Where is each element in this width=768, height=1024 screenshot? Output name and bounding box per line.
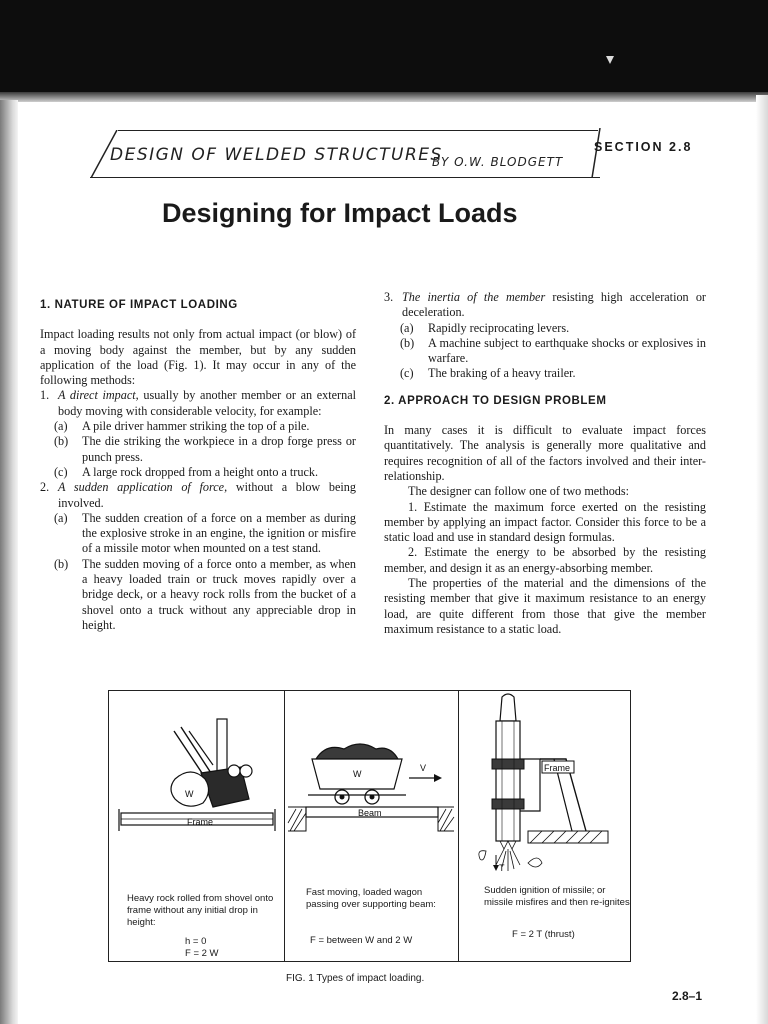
binding-shadow: [0, 100, 18, 1024]
frame-label: Frame: [187, 817, 214, 827]
subitem-label: (b): [54, 556, 69, 571]
subitem-label: (c): [54, 464, 68, 479]
body-paragraph: The properties of the material and the dimensions of the resisting member that give it maximum resistance to an energy load, are quite different from those that give the member maximum resistance to a static load.: [384, 576, 706, 636]
header-rule-bottom: [90, 177, 600, 178]
panel-equation: h = 0: [185, 936, 207, 947]
list-subitem: [40, 419, 356, 434]
list-subitem: [40, 434, 356, 465]
item-text: [402, 290, 706, 321]
list-subitem: [40, 511, 356, 557]
list-item: [40, 480, 356, 511]
item-text: [58, 388, 356, 419]
right-column: [384, 290, 706, 637]
page-edge-shadow: [756, 95, 768, 1024]
subitem-label: (c): [400, 366, 414, 381]
list-subitem: [40, 557, 356, 633]
subitem-label: (a): [54, 510, 68, 525]
shovel-drawing: [109, 691, 284, 841]
item-number: 3.: [384, 290, 394, 304]
section-heading-2: 2. APPROACH TO DESIGN PROBLEM: [384, 394, 607, 407]
item-number: 2.: [40, 480, 50, 495]
scan-dark-border: [0, 0, 768, 92]
panel-equation: F = between W and 2 W: [310, 935, 413, 946]
subitem-label: (a): [54, 419, 68, 434]
item-rest: without a blow being involved.: [58, 480, 356, 510]
subitem-text: The sudden moving of a force onto a member, as when a heavy loaded train or truck moves rapidly over a bridge deck, or a heavy rock rolls from the bucket of a shovel onto a truck without any appreciable drop in height.: [82, 556, 356, 632]
figure-panel-missile: [458, 691, 632, 961]
missile-drawing: [458, 691, 632, 886]
panel-caption: Sudden ignition of missile; or missile misfires and then re-ignites: [484, 885, 630, 908]
panel-caption: Heavy rock rolled from shovel onto frame without any initial drop in height:: [127, 893, 274, 928]
figure-panel-shovel: [109, 691, 284, 961]
subitem-label: (b): [400, 335, 415, 350]
frame-label: Frame: [544, 763, 571, 773]
page-title: Designing for Impact Loads: [162, 198, 518, 228]
body-paragraph: The designer can follow one of two methods:: [408, 484, 630, 499]
panel-caption: Fast moving, loaded wagon passing over supporting beam:: [306, 887, 436, 910]
wagon-weight-label: W: [353, 769, 362, 779]
section-heading-1: 1. NATURE OF IMPACT LOADING: [40, 299, 238, 311]
list-item: [40, 388, 356, 419]
body-paragraph: 2. Estimate the energy to be absorbed by the resisting member, and design it as an energy-absorbing member.: [384, 545, 706, 575]
item-rest: usually by another member or an external body moving with considerable velocity, for example:: [58, 388, 356, 418]
subitem-text: A large rock dropped from a height onto a truck.: [82, 464, 319, 479]
figure-box: [108, 690, 631, 962]
subitem-text: The braking of a heavy trailer.: [428, 366, 576, 381]
wagon-drawing: [284, 691, 458, 841]
subitem-text: Rapidly reciprocating levers.: [428, 320, 570, 335]
item-emphasis: A sudden application of force,: [58, 480, 228, 495]
subitem-text: A pile driver hammer striking the top of a pile.: [82, 419, 310, 434]
panel-equation: F = 2 W: [185, 948, 219, 959]
body-paragraph: 1. Estimate the maximum force exerted on the resisting member by applying an impact factor. Consider this force to be a static load and use in standard design formulas.: [384, 499, 706, 545]
page-fold-shadow: [0, 92, 768, 102]
item-rest: resisting high acceleration or deceleration.: [402, 290, 706, 320]
item-emphasis: A direct impact,: [58, 388, 139, 403]
velocity-label: V: [420, 763, 427, 773]
subitem-text: The die striking the workpiece in a drop forge press or punch press.: [82, 434, 356, 464]
header-rule-top: [118, 130, 598, 131]
handwritten-book-title: DESIGN OF WELDED STRUCTURES: [110, 145, 443, 165]
thrust-label: T: [499, 863, 505, 873]
panel-equation: F = 2 T (thrust): [512, 929, 575, 940]
item-text: [58, 480, 356, 511]
left-column: [40, 298, 356, 633]
beam-label: Beam: [358, 808, 382, 818]
corner-mark-icon: [606, 56, 614, 64]
list-subitem: [384, 336, 706, 367]
list-subitem: [384, 366, 706, 381]
rock-weight-label: W: [185, 789, 194, 799]
item-number: 1.: [40, 388, 50, 403]
subitem-label: (b): [54, 434, 69, 449]
list-item: [384, 290, 706, 321]
body-paragraph: In many cases it is difficult to evaluate impact forces quantitatively. The analysis is generally more qualitative and requires recognition of all of the factors involved and their inter-relationship.: [384, 423, 706, 483]
subitem-text: The sudden creation of a force on a member as during the explosive stroke in an engine, the ignition or misfire of a missile motor when mounted on a test stand.: [82, 510, 356, 556]
subitem-text: A machine subject to earthquake shocks or explosives in warfare.: [428, 335, 706, 366]
handwritten-author: BY O.W. BLODGETT: [432, 155, 564, 169]
figure-panel-wagon: [284, 691, 458, 961]
page-number: 2.8–1: [672, 989, 703, 1003]
figure-caption: FIG. 1 Types of impact loading.: [286, 973, 425, 984]
list-subitem: [40, 465, 356, 480]
section-label: SECTION 2.8: [594, 140, 693, 154]
list-subitem: [384, 321, 706, 336]
item-emphasis: The inertia of the member: [402, 290, 546, 304]
intro-paragraph: Impact loading results not only from actual impact (or blow) of a moving body against the member, but by any sudden application of the load (Fig. 1). It may occur in any of the following methods:: [40, 327, 356, 388]
subitem-label: (a): [400, 320, 414, 335]
